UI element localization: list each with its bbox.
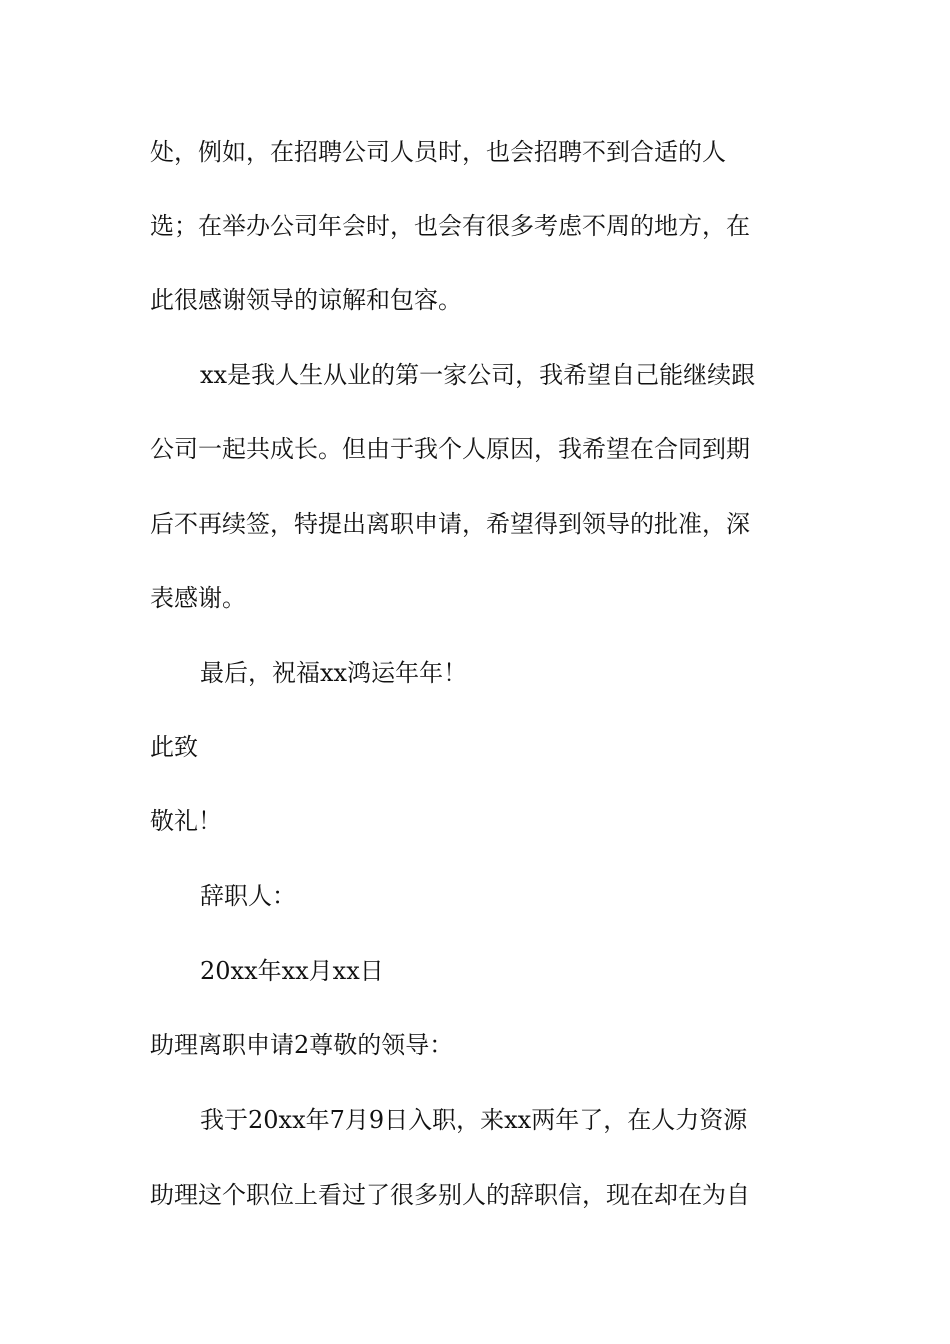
body-line-2: 选；在举办公司年会时，也会有很多考虑不周的地方，在 <box>150 212 750 240</box>
date-line: 20xx年xx月xx日 <box>200 957 384 985</box>
body-line-1: 处，例如，在招聘公司人员时，也会招聘不到合适的人 <box>150 138 726 166</box>
body-line-3: 此很感谢领导的谅解和包容。 <box>150 286 462 314</box>
closing-wish: 最后，祝福xx鸿运年年！ <box>200 659 468 687</box>
salutation-jingli: 敬礼！ <box>150 807 222 835</box>
body-line-4: xx是我人生从业的第一家公司，我希望自己能继续跟 <box>200 361 756 389</box>
body-line-6: 后不再续签，特提出离职申请，希望得到领导的批准，深 <box>150 510 750 538</box>
body-line-9: 助理这个职位上看过了很多别人的辞职信，现在却在为自 <box>150 1181 750 1209</box>
salutation-cizhi: 此致 <box>150 733 198 761</box>
body-line-7: 表感谢。 <box>150 584 246 612</box>
body-line-5: 公司一起共成长。但由于我个人原因，我希望在合同到期 <box>150 435 750 463</box>
section-heading: 助理离职申请2尊敬的领导： <box>150 1031 454 1059</box>
body-line-8: 我于20xx年7月9日入职，来xx两年了，在人力资源 <box>200 1106 748 1134</box>
signature-label: 辞职人： <box>200 882 296 910</box>
